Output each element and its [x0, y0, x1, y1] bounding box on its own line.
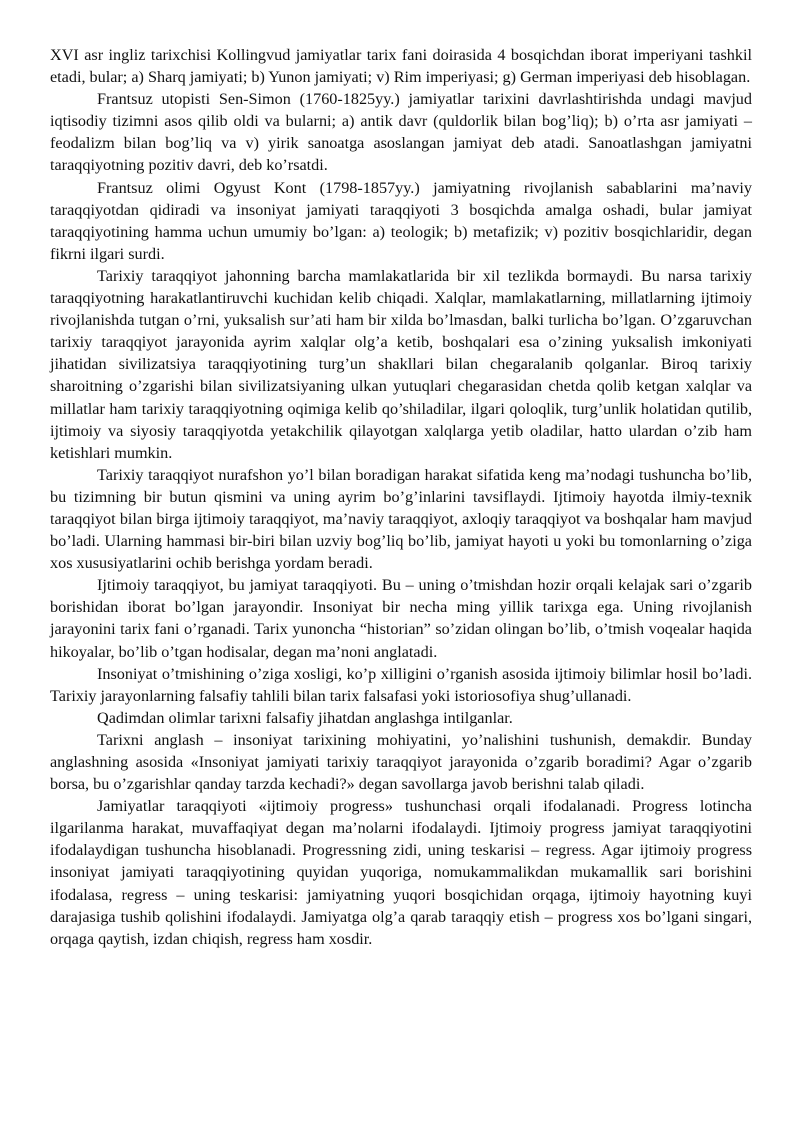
paragraph-progress-concept: Tarixiy taraqqiyot nurafshon yo’l bilan boradigan harakat sifatida keng ma’nodagi tushuncha bo’lib, bu tizimning bir butun qismini va uning ayrim bo’g’inlarini tavsiflaydi. Ijtimoiy hayotda ilmiy-texnik taraqqiyot bilan birga ijtimoiy taraqqiyot, ma’naviy taraqqiyot, axloqiy taraqqiyot va boshqalar ham mavjud bo’ladi. Ularning hammasi bir-biri bilan uzviy bog’liq bo’lib, jamiyat hayoti u yoki bu tomonlarning o’ziga xos xususiyatlarini ochib berishga yordam beradi. — [50, 465, 752, 573]
paragraph-understanding-history: Tarixni anglash – insoniyat tarixining mohiyatini, yo’nalishini tushunish, demakdir. Bunday anglashning asosida «Insoniyat jamiyati tarixiy taraqqiyot jarayonida o’zgarib boradimi? Agar o’zgarib borsa, bu o’zgarishlar qanday tarzda kechadi?» degan savollarga javob berishni talab qiladi. — [50, 730, 752, 794]
document-page — [50, 44, 752, 950]
paragraph-saint-simon: Frantsuz utopisti Sen-Simon (1760-1825yy.) jamiyatlar tarixini davrlashtirishda undagi mavjud iqtisodiy tizimni asos qilib oldi va bularni; a) antik davr (quldorlik bilan bog’liq); b) o’rta asr jamiyati – feodalizm bilan bog’liq va v) yirik sanoatga asoslangan jamiyat deb atadi. Sanoatlashgan jamiyatni taraqqiyotning pozitiv davri, deb ko’rsatdi. — [50, 90, 752, 175]
paragraph-historiosophy: Insoniyat o’tmishining o’ziga xosligi, ko’p xilligini o’rganish asosida ijtimoiy bilimlar hosil bo’ladi. Tarixiy jarayonlarning falsafiy tahlili bilan tarix falsafasi yoki istoriosofiya shug’ullanadi. — [50, 664, 752, 705]
paragraph-historical-progress: Tarixiy taraqqiyot jahonning barcha mamlakatlarida bir xil tezlikda bormaydi. Bu narsa tarixiy taraqqiyotning harakatlantiruvchi kuchidan kelib chiqadi. Xalqlar, mamlakatlarning, millatlarning ijtimoiy rivojlanishda tutgan o’rni, yuksalish sur’ati ham bir xilda bo’lmasdan, balki turlicha bo’lgan. O’zgaruvchan tarixiy taraqqiyot jarayonida ayrim xalqlar olg’a ketib, boshqalari esa o’zining yuksalish imkoniyati jihatidan sivilizatsiya taraqqiyotining turg’un shakllari bilan chegaralanib qolganlar. Biroq tarixiy sharoitning o’zgarishi bilan sivilizatsiyaning ulkan yutuqlari chegarasidan chetda qolib ketgan xalqlar va millatlar ham tarixiy taraqqiyotning oqimiga kelib qo’shiladilar, ilgari qoloqlik, turg’unlik holatidan qutilib, ijtimoiy va siyosiy taraqqiyotda yetakchilik qilayotgan xalqlarga yetib oladilar, hatto ulardan o’zib ham ketishlari mumkin. — [50, 266, 752, 462]
paragraph-progress-regress: Jamiyatlar taraqqiyoti «ijtimoiy progress» tushunchasi orqali ifodalanadi. Progress lotincha ilgarilanma harakat, muvaffaqiyat degan ma’nolarni ifodalaydi. Ijtimoiy progress jamiyat taraqqiyotini ifodalaydigan tushuncha hisoblanadi. Progressning zidi, uning teskarisi – regress. Agar ijtimoiy progress insoniyat jamiyati taraqqiyotining quyidan yuqoriga, nomukammalikdan mukamallik sari borishini ifodalasa, regress – uning teskarisi: jamiyatning yuqori bosqichidan orqaga, ijtimoiy hayotning kuyi darajasiga tushib qolishini ifodalaydi. Jamiyatga olg’a qarab taraqqiy etish – progress xos bo’lgani singari, orqaga qaytish, izdan chiqish, regress ham xosdir. — [50, 797, 752, 948]
paragraph-ancient-scholars: Qadimdan olimlar tarixni falsafiy jihatdan anglashga intilganlar. — [97, 708, 513, 727]
paragraph-social-progress: Ijtimoiy taraqqiyot, bu jamiyat taraqqiyoti. Bu – uning o’tmishdan hozir orqali kelajak sari o’zgarib borishidan iborat bo’lgan jarayondir. Insoniyat bir necha ming yillik tarixga ega. Uning rivojlanish jarayonini tarix fani o’rganadi. Tarix yunoncha “historian” so’zidan olingan bo’lib, o’tmish voqealar haqida hikoyalar, bo’lib o’tgan hodisalar, degan ma’noni anglatadi. — [50, 576, 752, 661]
paragraph-comte: Frantsuz olimi Ogyust Kont (1798-1857yy.) jamiyatning rivojlanish sabablarini ma’naviy taraqqiyotdan qidiradi va insoniyat jamiyati taraqqiyoti 3 bosqichda amalga oshadi, bular jamiyat taraqqiyotining hamma uchun umumiy bo’lgan: a) teologik; b) metafizik; v) pozitiv bosqichlaridir, degan fikrni ilgari surdi. — [50, 178, 752, 263]
paragraph-collingwood: XVI asr ingliz tarixchisi Kollingvud jamiyatlar tarix fani doirasida 4 bosqichdan iborat imperiyani tashkil etadi, bular; a) Sharq jamiyati; b) Yunon jamiyati; v) Rim imperiyasi; g) German imperiyasi deb hisoblagan. — [50, 46, 752, 87]
